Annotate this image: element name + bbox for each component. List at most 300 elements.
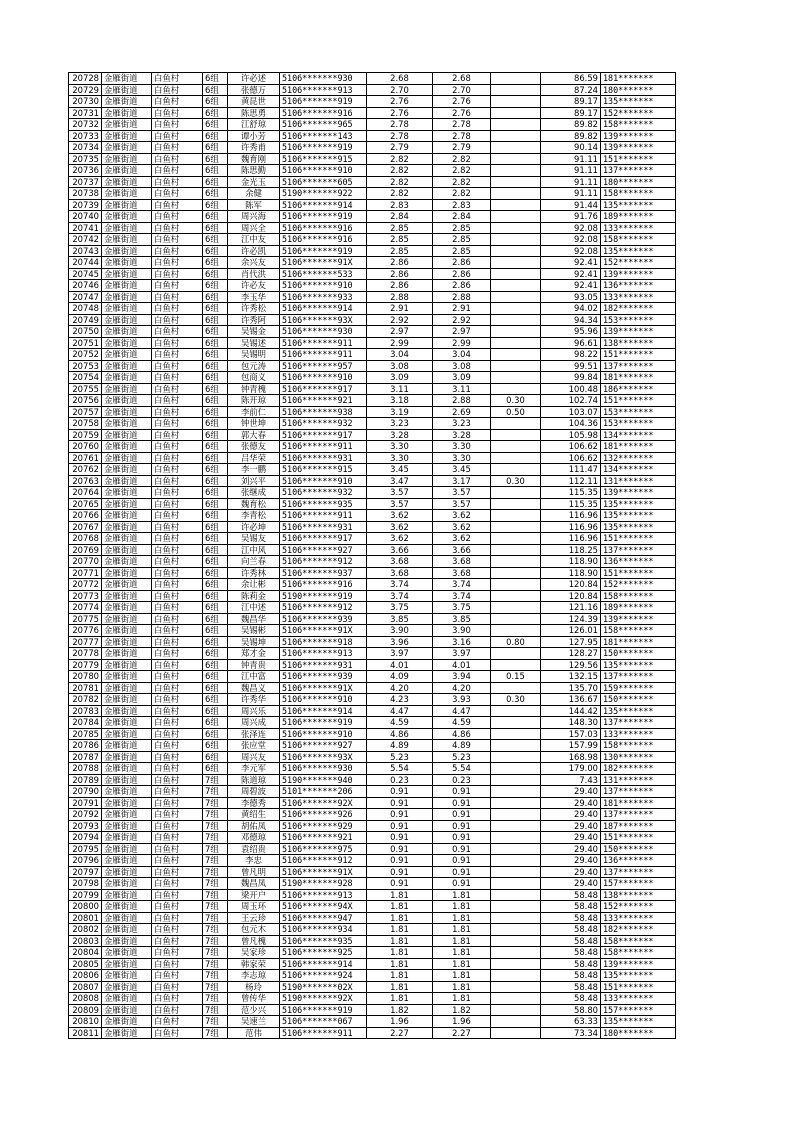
total-area-cell: 2.82	[367, 165, 433, 177]
area-b-cell	[491, 291, 541, 303]
id-number-cell: 5106*******911	[280, 337, 367, 349]
street-cell: 金雁街道	[102, 337, 152, 349]
total-area-cell: 2.82	[367, 188, 433, 200]
area-a-cell: 0.91	[433, 820, 491, 832]
village-cell: 白鱼村	[152, 694, 203, 706]
amount-cell: 144.42	[541, 705, 601, 717]
name-cell: 黄昆世	[228, 96, 280, 108]
group-cell: 6组	[203, 464, 228, 476]
amount-cell: 29.40	[541, 832, 601, 844]
phone-cell: 158*******	[601, 935, 676, 947]
amount-cell: 92.41	[541, 280, 601, 292]
name-cell: 许必凯	[228, 245, 280, 257]
area-b-cell	[491, 452, 541, 464]
table-row	[69, 176, 676, 188]
id-number-cell: 5106*******933	[280, 291, 367, 303]
total-area-cell: 4.59	[367, 717, 433, 729]
amount-cell: 63.33	[541, 1016, 601, 1028]
village-cell: 白鱼村	[152, 303, 203, 315]
street-cell: 金雁街道	[102, 326, 152, 338]
name-cell: 余兴友	[228, 257, 280, 269]
name-cell: 吴速兰	[228, 1016, 280, 1028]
row-number-cell: 20741	[69, 222, 102, 234]
village-cell: 白鱼村	[152, 395, 203, 407]
street-cell: 金雁街道	[102, 268, 152, 280]
name-cell: 王云珍	[228, 912, 280, 924]
total-area-cell: 3.28	[367, 429, 433, 441]
group-cell: 6组	[203, 188, 228, 200]
group-cell: 7组	[203, 947, 228, 959]
total-area-cell: 2.83	[367, 199, 433, 211]
street-cell: 金雁街道	[102, 234, 152, 246]
id-number-cell: 5106*******914	[280, 199, 367, 211]
total-area-cell: 4.20	[367, 682, 433, 694]
row-number-cell: 20750	[69, 326, 102, 338]
street-cell: 金雁街道	[102, 590, 152, 602]
total-area-cell: 3.47	[367, 475, 433, 487]
amount-cell: 89.82	[541, 130, 601, 142]
amount-cell: 58.80	[541, 1004, 601, 1016]
table-row	[69, 418, 676, 430]
amount-cell: 7.43	[541, 774, 601, 786]
amount-cell: 148.30	[541, 717, 601, 729]
amount-cell: 89.17	[541, 107, 601, 119]
area-b-cell: 0.30	[491, 395, 541, 407]
id-number-cell: 5106*******910	[280, 694, 367, 706]
phone-cell: 151*******	[601, 567, 676, 579]
name-cell: 周兴友	[228, 751, 280, 763]
area-a-cell: 2.70	[433, 84, 491, 96]
name-cell: 李一鹏	[228, 464, 280, 476]
group-cell: 6组	[203, 429, 228, 441]
area-a-cell: 3.85	[433, 613, 491, 625]
row-number-cell: 20791	[69, 797, 102, 809]
id-number-cell: 5106*******911	[280, 1027, 367, 1039]
id-number-cell: 5106*******927	[280, 740, 367, 752]
phone-cell: 157*******	[601, 1004, 676, 1016]
table-row	[69, 843, 676, 855]
amount-cell: 96.61	[541, 337, 601, 349]
table-row	[69, 326, 676, 338]
phone-cell: 152*******	[601, 107, 676, 119]
id-number-cell: 5106*******067	[280, 1016, 367, 1028]
village-cell: 白鱼村	[152, 648, 203, 660]
area-b-cell	[491, 222, 541, 234]
name-cell: 余健	[228, 188, 280, 200]
amount-cell: 118.90	[541, 556, 601, 568]
area-b-cell	[491, 889, 541, 901]
area-b-cell	[491, 855, 541, 867]
area-a-cell: 1.81	[433, 993, 491, 1005]
id-number-cell: 5106*******910	[280, 165, 367, 177]
village-cell: 白鱼村	[152, 740, 203, 752]
amount-cell: 91.11	[541, 176, 601, 188]
phone-cell: 180*******	[601, 84, 676, 96]
row-number-cell: 20751	[69, 337, 102, 349]
name-cell: 陈思勤	[228, 165, 280, 177]
amount-cell: 121.16	[541, 602, 601, 614]
table-row	[69, 73, 676, 85]
area-a-cell: 3.23	[433, 418, 491, 430]
phone-cell: 158*******	[601, 947, 676, 959]
phone-cell: 137*******	[601, 360, 676, 372]
id-number-cell: 5106*******975	[280, 843, 367, 855]
table-row	[69, 245, 676, 257]
street-cell: 金雁街道	[102, 625, 152, 637]
row-number-cell: 20778	[69, 648, 102, 660]
street-cell: 金雁街道	[102, 682, 152, 694]
phone-cell: 138*******	[601, 337, 676, 349]
table-row	[69, 751, 676, 763]
amount-cell: 58.48	[541, 958, 601, 970]
total-area-cell: 5.54	[367, 763, 433, 775]
area-b-cell	[491, 130, 541, 142]
name-cell: 曾凡槐	[228, 935, 280, 947]
village-cell: 白鱼村	[152, 165, 203, 177]
group-cell: 7组	[203, 912, 228, 924]
table-row	[69, 107, 676, 119]
name-cell: 李德秀	[228, 797, 280, 809]
name-cell: 李玉华	[228, 291, 280, 303]
area-b-cell	[491, 544, 541, 556]
name-cell: 许秀林	[228, 567, 280, 579]
name-cell: 韩家荣	[228, 958, 280, 970]
row-number-cell: 20728	[69, 73, 102, 85]
phone-cell: 132*******	[601, 452, 676, 464]
id-number-cell: 5106*******917	[280, 533, 367, 545]
area-a-cell: 2.86	[433, 280, 491, 292]
amount-cell: 29.40	[541, 878, 601, 890]
total-area-cell: 3.97	[367, 648, 433, 660]
street-cell: 金雁街道	[102, 245, 152, 257]
total-area-cell: 0.91	[367, 855, 433, 867]
area-a-cell: 2.84	[433, 211, 491, 223]
row-number-cell: 20783	[69, 705, 102, 717]
street-cell: 金雁街道	[102, 924, 152, 936]
amount-cell: 86.59	[541, 73, 601, 85]
area-a-cell: 1.81	[433, 889, 491, 901]
group-cell: 6组	[203, 211, 228, 223]
village-cell: 白鱼村	[152, 832, 203, 844]
id-number-cell: 5106*******911	[280, 510, 367, 522]
area-a-cell: 0.91	[433, 855, 491, 867]
street-cell: 金雁街道	[102, 694, 152, 706]
area-a-cell: 1.82	[433, 1004, 491, 1016]
phone-cell: 182*******	[601, 763, 676, 775]
total-area-cell: 1.81	[367, 924, 433, 936]
row-number-cell: 20785	[69, 728, 102, 740]
area-b-cell	[491, 947, 541, 959]
area-b-cell	[491, 786, 541, 798]
area-a-cell: 3.28	[433, 429, 491, 441]
table-row	[69, 291, 676, 303]
table-row	[69, 648, 676, 660]
village-cell: 白鱼村	[152, 130, 203, 142]
village-cell: 白鱼村	[152, 107, 203, 119]
area-a-cell: 1.81	[433, 935, 491, 947]
id-number-cell: 5106*******914	[280, 705, 367, 717]
phone-cell: 139*******	[601, 130, 676, 142]
row-number-cell: 20758	[69, 418, 102, 430]
name-cell: 江中富	[228, 671, 280, 683]
street-cell: 金雁街道	[102, 475, 152, 487]
group-cell: 7组	[203, 820, 228, 832]
group-cell: 6组	[203, 487, 228, 499]
area-a-cell: 3.68	[433, 567, 491, 579]
phone-cell: 152*******	[601, 257, 676, 269]
area-a-cell: 3.94	[433, 671, 491, 683]
area-a-cell: 3.75	[433, 602, 491, 614]
village-cell: 白鱼村	[152, 924, 203, 936]
area-a-cell: 2.82	[433, 165, 491, 177]
phone-cell: 137*******	[601, 671, 676, 683]
table-row	[69, 855, 676, 867]
phone-cell: 135*******	[601, 521, 676, 533]
amount-cell: 116.96	[541, 521, 601, 533]
area-a-cell: 2.69	[433, 406, 491, 418]
area-b-cell	[491, 372, 541, 384]
area-a-cell: 1.81	[433, 912, 491, 924]
table-row	[69, 510, 676, 522]
area-a-cell: 3.66	[433, 544, 491, 556]
row-number-cell: 20805	[69, 958, 102, 970]
table-row	[69, 314, 676, 326]
area-a-cell: 3.11	[433, 383, 491, 395]
street-cell: 金雁街道	[102, 165, 152, 177]
village-cell: 白鱼村	[152, 774, 203, 786]
village-cell: 白鱼村	[152, 96, 203, 108]
group-cell: 6组	[203, 314, 228, 326]
total-area-cell: 0.91	[367, 786, 433, 798]
id-number-cell: 5106*******916	[280, 222, 367, 234]
row-number-cell: 20788	[69, 763, 102, 775]
name-cell: 吴锡坤	[228, 636, 280, 648]
area-a-cell: 3.57	[433, 487, 491, 499]
area-b-cell	[491, 924, 541, 936]
village-cell: 白鱼村	[152, 901, 203, 913]
area-a-cell: 2.83	[433, 199, 491, 211]
area-b-cell	[491, 337, 541, 349]
name-cell: 刘兴平	[228, 475, 280, 487]
area-b-cell	[491, 740, 541, 752]
village-cell: 白鱼村	[152, 429, 203, 441]
street-cell: 金雁街道	[102, 452, 152, 464]
street-cell: 金雁街道	[102, 487, 152, 499]
id-number-cell: 5106*******912	[280, 855, 367, 867]
street-cell: 金雁街道	[102, 970, 152, 982]
area-a-cell: 1.81	[433, 924, 491, 936]
name-cell: 周兴全	[228, 222, 280, 234]
row-number-cell: 20772	[69, 579, 102, 591]
row-number-cell: 20756	[69, 395, 102, 407]
phone-cell: 182*******	[601, 303, 676, 315]
group-cell: 6组	[203, 165, 228, 177]
phone-cell: 189*******	[601, 211, 676, 223]
row-number-cell: 20811	[69, 1027, 102, 1039]
row-number-cell: 20745	[69, 268, 102, 280]
street-cell: 金雁街道	[102, 544, 152, 556]
table-row	[69, 199, 676, 211]
id-number-cell: 5106*******916	[280, 107, 367, 119]
id-number-cell: 5106*******91X	[280, 682, 367, 694]
area-a-cell: 2.86	[433, 268, 491, 280]
id-number-cell: 5190*******928	[280, 878, 367, 890]
village-cell: 白鱼村	[152, 912, 203, 924]
total-area-cell: 1.81	[367, 993, 433, 1005]
data-table	[68, 72, 676, 1039]
village-cell: 白鱼村	[152, 728, 203, 740]
village-cell: 白鱼村	[152, 268, 203, 280]
group-cell: 6组	[203, 337, 228, 349]
phone-cell: 133*******	[601, 291, 676, 303]
group-cell: 6组	[203, 625, 228, 637]
area-a-cell: 5.23	[433, 751, 491, 763]
table-row	[69, 280, 676, 292]
street-cell: 金雁街道	[102, 533, 152, 545]
amount-cell: 29.40	[541, 820, 601, 832]
phone-cell: 182*******	[601, 924, 676, 936]
phone-cell: 135*******	[601, 510, 676, 522]
village-cell: 白鱼村	[152, 510, 203, 522]
village-cell: 白鱼村	[152, 418, 203, 430]
phone-cell: 137*******	[601, 717, 676, 729]
id-number-cell: 5106*******143	[280, 130, 367, 142]
row-number-cell: 20735	[69, 153, 102, 165]
table-row	[69, 406, 676, 418]
amount-cell: 111.47	[541, 464, 601, 476]
row-number-cell: 20771	[69, 567, 102, 579]
table-row	[69, 579, 676, 591]
village-cell: 白鱼村	[152, 843, 203, 855]
street-cell: 金雁街道	[102, 303, 152, 315]
area-b-cell	[491, 901, 541, 913]
table-row	[69, 257, 676, 269]
table-row	[69, 153, 676, 165]
name-cell: 梁开户	[228, 889, 280, 901]
group-cell: 7组	[203, 774, 228, 786]
group-cell: 6组	[203, 176, 228, 188]
area-b-cell: 0.80	[491, 636, 541, 648]
phone-cell: 139*******	[601, 487, 676, 499]
row-number-cell: 20780	[69, 671, 102, 683]
phone-cell: 137*******	[601, 786, 676, 798]
area-b-cell	[491, 510, 541, 522]
amount-cell: 29.40	[541, 866, 601, 878]
table-row	[69, 613, 676, 625]
total-area-cell: 4.47	[367, 705, 433, 717]
id-number-cell: 5106*******910	[280, 475, 367, 487]
row-number-cell: 20775	[69, 613, 102, 625]
amount-cell: 89.17	[541, 96, 601, 108]
total-area-cell: 5.23	[367, 751, 433, 763]
area-b-cell	[491, 809, 541, 821]
name-cell: 曾凡明	[228, 866, 280, 878]
total-area-cell: 0.91	[367, 866, 433, 878]
area-b-cell	[491, 832, 541, 844]
amount-cell: 104.36	[541, 418, 601, 430]
area-b-cell	[491, 728, 541, 740]
amount-cell: 112.11	[541, 475, 601, 487]
total-area-cell: 1.81	[367, 981, 433, 993]
group-cell: 6组	[203, 349, 228, 361]
area-a-cell: 2.79	[433, 142, 491, 154]
area-b-cell	[491, 84, 541, 96]
group-cell: 7组	[203, 970, 228, 982]
row-number-cell: 20804	[69, 947, 102, 959]
table-row	[69, 993, 676, 1005]
id-number-cell: 5106*******917	[280, 383, 367, 395]
table-row	[69, 763, 676, 775]
total-area-cell: 2.27	[367, 1027, 433, 1039]
row-number-cell: 20806	[69, 970, 102, 982]
area-b-cell	[491, 567, 541, 579]
area-b-cell	[491, 533, 541, 545]
area-a-cell: 4.01	[433, 659, 491, 671]
table-row	[69, 797, 676, 809]
id-number-cell: 5106*******930	[280, 763, 367, 775]
name-cell: 吴锡金	[228, 326, 280, 338]
row-number-cell: 20792	[69, 809, 102, 821]
area-a-cell: 0.91	[433, 786, 491, 798]
phone-cell: 139*******	[601, 326, 676, 338]
row-number-cell: 20740	[69, 211, 102, 223]
street-cell: 金雁街道	[102, 671, 152, 683]
total-area-cell: 1.81	[367, 889, 433, 901]
area-a-cell: 2.99	[433, 337, 491, 349]
name-cell: 曾传华	[228, 993, 280, 1005]
group-cell: 6组	[203, 590, 228, 602]
id-number-cell: 5106*******930	[280, 326, 367, 338]
group-cell: 6组	[203, 303, 228, 315]
village-cell: 白鱼村	[152, 498, 203, 510]
area-a-cell: 2.97	[433, 326, 491, 338]
area-b-cell	[491, 303, 541, 315]
area-a-cell: 1.81	[433, 901, 491, 913]
area-b-cell: 0.50	[491, 406, 541, 418]
group-cell: 6组	[203, 153, 228, 165]
village-cell: 白鱼村	[152, 199, 203, 211]
row-number-cell: 20743	[69, 245, 102, 257]
street-cell: 金雁街道	[102, 222, 152, 234]
table-row	[69, 636, 676, 648]
total-area-cell: 3.11	[367, 383, 433, 395]
total-area-cell: 2.82	[367, 176, 433, 188]
total-area-cell: 0.23	[367, 774, 433, 786]
village-cell: 白鱼村	[152, 866, 203, 878]
name-cell: 杨玲	[228, 981, 280, 993]
area-b-cell	[491, 878, 541, 890]
row-number-cell: 20799	[69, 889, 102, 901]
total-area-cell: 0.91	[367, 843, 433, 855]
amount-cell: 132.15	[541, 671, 601, 683]
row-number-cell: 20810	[69, 1016, 102, 1028]
village-cell: 白鱼村	[152, 590, 203, 602]
table-row	[69, 659, 676, 671]
phone-cell: 136*******	[601, 280, 676, 292]
name-cell: 许必述	[228, 73, 280, 85]
name-cell: 许必坤	[228, 521, 280, 533]
name-cell: 李忠	[228, 855, 280, 867]
village-cell: 白鱼村	[152, 567, 203, 579]
street-cell: 金雁街道	[102, 1004, 152, 1016]
street-cell: 金雁街道	[102, 406, 152, 418]
amount-cell: 157.99	[541, 740, 601, 752]
id-number-cell: 5106*******913	[280, 648, 367, 660]
area-b-cell	[491, 176, 541, 188]
group-cell: 6组	[203, 763, 228, 775]
village-cell: 白鱼村	[152, 671, 203, 683]
total-area-cell: 2.97	[367, 326, 433, 338]
